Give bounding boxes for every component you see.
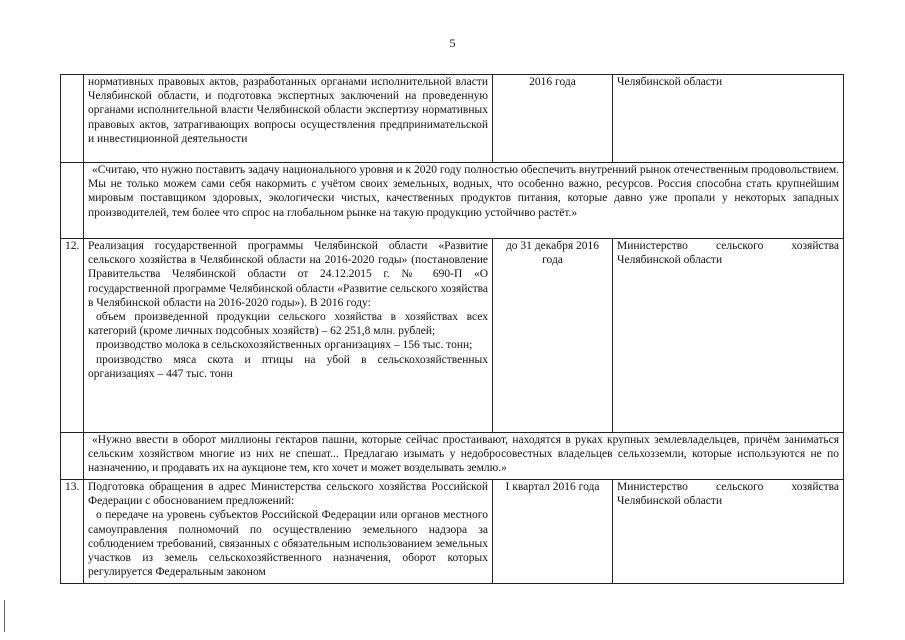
- table-row: [61, 480, 844, 584]
- row-number: 13.: [61, 480, 84, 584]
- quote-text: «Нужно ввести в оборот миллионы гектаров пашни, которые сейчас простаивают, находятся в руках крупных землевладельцев, причём заниматься сельским хозяйством многие из них не спешат... Предлагаю изымать у недобросовестных владельцев сельхозземли, которые используются не по назначению, и продавать их на аукционе тем, кто хочет и может возделывать землю.»: [84, 433, 844, 480]
- action-paragraph: Реализация государственной программы Челябинской области «Развитие сельского хозяйства в Челябинской области на 2016-2020 годы» (постановление Правительства Челябинской области от 24.12.2015 г. № 690-П «О государственной программе Челябинской области «Развитие сельского хозяйства в Челябинской области на 2016-2020 годы»). В 2016 году:: [88, 240, 488, 309]
- term-cell: 2016 года: [493, 75, 613, 163]
- responsible-cell: Челябинской области: [613, 75, 844, 163]
- term-cell: I квартал 2016 года: [493, 480, 613, 584]
- action-paragraph: о передаче на уровень субъектов Российской Федерации или органов местного самоуправления полномочий по осуществлению земельного надзора за соблюдением требований, связанных с обязательным использованием земельных участков из земель сельскохозяйственного назначения, оборот которых регулируется Федеральным законом: [88, 509, 488, 579]
- term-cell: до 31 декабря 2016 года: [493, 239, 613, 433]
- measures-table: [60, 74, 844, 584]
- action-paragraph: Подготовка обращения в адрес Министерства сельского хозяйства Российской Федерации с обоснованием предложений:: [88, 481, 488, 508]
- action-cell: [84, 480, 493, 584]
- scan-margin-line: [4, 600, 5, 632]
- quote-row: [61, 163, 844, 239]
- action-paragraph: производство молока в сельскохозяйственных организациях – 156 тыс. тонн;: [96, 339, 473, 352]
- quote-row: [61, 433, 844, 480]
- action-paragraph: объем произведенной продукции сельского хозяйства в хозяйствах всех категорий (кроме личных подсобных хозяйств) – 62 251,8 млн. рублей;: [88, 311, 488, 338]
- action-paragraph: нормативных правовых актов, разработанных органами исполнительной власти Челябинской области, и подготовка экспертных заключений на проведенную органами исполнительной власти Челябинской области экспертизу нормативных правовых актов, затрагивающих вопросы осуществления предпринимательской и инвестиционной деятельности: [88, 76, 488, 145]
- quote-text: «Считаю, что нужно поставить задачу национального уровня и к 2020 году полностью обеспечить внутренний рынок отечественным продовольствием. Мы не только можем сами себя накормить с учётом своих земельных, водных, что особенно важно, ресурсов. Россия способна стать крупнейшим мировым поставщиком здоровых, экологически чистых, качественных продуктов питания, которые давно уже пропали у некоторых западных производителей, тем более что спрос на глобальном рынке на такую продукцию устойчиво растёт.»: [84, 163, 844, 239]
- row-number: [61, 75, 84, 163]
- row-number: [61, 433, 84, 480]
- action-cell: [84, 239, 493, 433]
- action-paragraph: производство мяса скота и птицы на убой в сельскохозяйственных организациях – 447 тыс. тонн: [88, 353, 488, 380]
- row-number: 12.: [61, 239, 84, 433]
- page-number: 5: [449, 36, 456, 50]
- responsible-cell: Министерство сельского хозяйства Челябинской области: [613, 480, 844, 584]
- table-row: [61, 75, 844, 163]
- table-row: [61, 239, 844, 433]
- action-cell: [84, 75, 493, 163]
- responsible-cell: Министерство сельского хозяйства Челябинской области: [613, 239, 844, 433]
- row-number: [61, 163, 84, 239]
